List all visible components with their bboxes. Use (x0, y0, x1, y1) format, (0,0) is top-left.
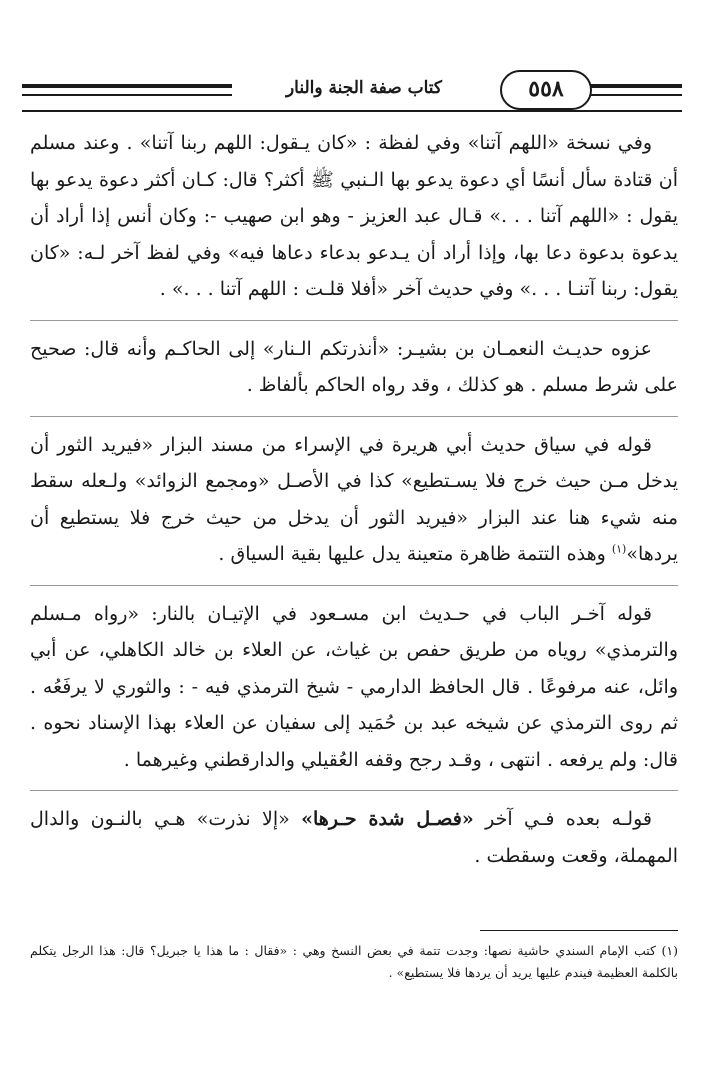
paragraph-text: «إلا نذرت» هـي بالنـون والدال المهملة، وقعت وسقطت . (30, 808, 678, 867)
paragraph-text: قوله في سياق حديث أبي هريرة في الإسراء من مسند البزار «فيريد الثور أن يدخل مـن حيث خرج فلا يسـتطيع» كذا في الأصـل «ومجمع الزوائد» ولـعله سقط منه شيء هنا عند البزار «فيريد الثور أن يدخل من حيث خرج فلا يستطيع أن يردها» (30, 433, 678, 565)
header-underline (22, 110, 682, 112)
header-rule (590, 84, 682, 88)
main-text (30, 125, 678, 874)
section-divider (30, 585, 678, 586)
paragraph-text: وهذه التتمة ظاهرة متعينة يدل عليها بقية السياق . (218, 543, 612, 565)
header-rule (590, 94, 682, 96)
section-heading-ref: «فصـل شدة حـرها» (301, 808, 474, 830)
paragraph: وفي نسخة «اللهم آتنا» وفي لفظة : «كان يـقول: اللهم ربنا آتنا» . وعند مسلم أن قتادة سأل أنسًا أي دعوة يدعو بها الـنبي ﷺ أكثر؟ قال: كـان أكثر دعوة يدعو بها يقول : «اللهم آتنا . . .» قـال عبد العزيز - وهو ابن صهيب -: وكان أنس إذا أراد أن يدعوة بدعوة دعا بها، وإذا أراد أن يـدعو بدعاء دعاها فيه» وفي لفظ آخر لـه: «كان يقول: ربنا آتنـا . . .» وفي حديث آخر «أفلا قلـت : اللهم آتنا . . .» . (30, 132, 678, 300)
footnote-rule (480, 930, 678, 931)
paragraph: قوله آخـر الباب في حـديث ابن مسـعود في الإتيـان بالنار: «رواه مـسلم والترمذي» روياه من طريق حفص بن غياث، عن العلاء بن خالد الكاهلي، عن أبي وائل، عنه مرفوعًا . قال الحافظ الدارمي - شيخ الترمذي فيه - : والثوري لا يرفَعُه . ثم روى الترمذي عن شيخه عبد بن حُمَيد إلى سفيان عن العلاء بهذا الإسناد نحوه . قال: ولم يرفعه . انتهى ، وقـد رجح وقفه العُقيلي والدارقطني وغيرهما . (30, 602, 678, 771)
paragraph (30, 427, 678, 573)
page-number: ٥٥٨ (500, 70, 592, 110)
section-divider (30, 320, 678, 321)
footnote-marker: (١) (611, 542, 627, 556)
header-rule (22, 94, 232, 96)
book-title: كتاب صفة الجنة والنار (285, 78, 443, 98)
section-divider (30, 790, 678, 791)
section-divider (30, 416, 678, 417)
header-rule (22, 84, 232, 88)
footnote: (١) كتب الإمام السندي حاشية نصها: وجدت تتمة في بعض النسخ وهي : «فقال : ما هذا يا جبريل؟ قال: هذا الرجل يتكلم بالكلمة العظيمة فيندم عليها يريد أن يردها فلا يستطيع» . (30, 943, 678, 980)
paragraph (30, 801, 678, 874)
paragraph: عزوه حديـث النعمـان بن بشيـر: «أنذرتكم الـنار» إلى الحاكـم وأنه قال: صحيح على شرط مسلم . هو كذلك ، وقد رواه الحاكم بألفاظ . (30, 337, 678, 396)
page-header (0, 62, 703, 122)
paragraph-text: قولـه بعده فـي آخر (485, 808, 652, 830)
